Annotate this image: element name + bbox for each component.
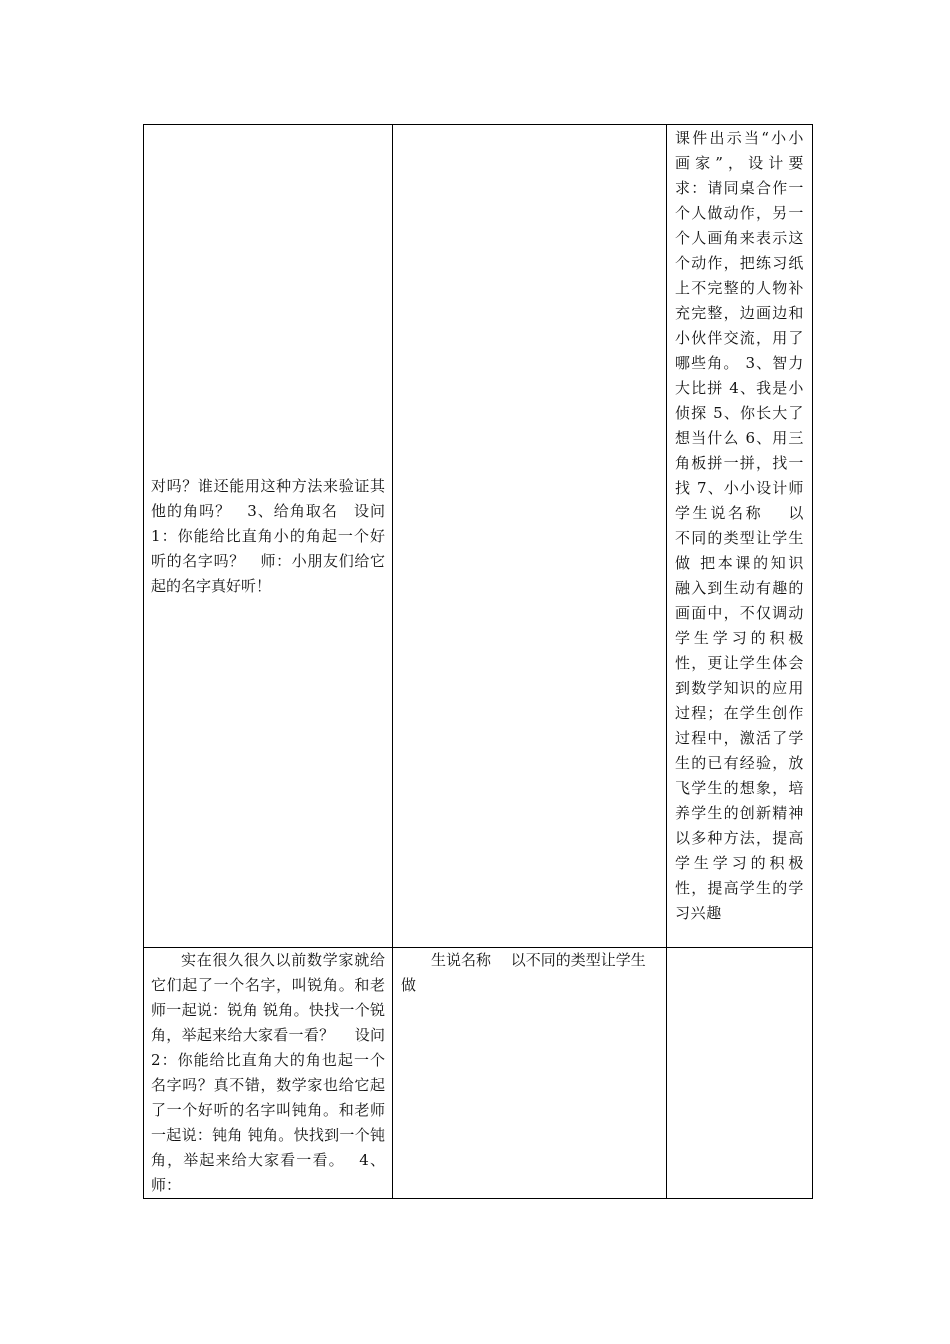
teacher-activity-cell — [144, 125, 393, 948]
student-activity-cell — [393, 948, 667, 1199]
student-activity-text: 生说名称 以不同的类型让学生做 — [401, 951, 646, 994]
table-row — [144, 948, 813, 1199]
teacher-activity-text: 实在很久很久以前数学家就给它们起了一个名字，叫锐角。和老师一起说：锐角 锐角。快找一个锐角，举起来给大家看一看？ 设问2：你能给比直角大的角也起一个名字吗？真不错，数学家也给它起了一个好听的名字叫钝角。和老师一起说：钝角 钝角。快找到一个钝角，举起来给大家看一看。 4、师： — [151, 951, 385, 1194]
design-intent-text: 课件出示当“小小画家”，设计要求：请同桌合作一个人做动作，另一个人画角来表示这个动作，把练习纸上不完整的人物补充完整，边画边和小伙伴交流，用了哪些角。 3、智力大比拼 4、我是小侦探 5、你长大了想当什么 6、用三角板拼一拼，找一找 7、小小设计师 学生说名称 以不同的类型让学生做 把本课的知识融入到生动有趣的画面中，不仅调动学生学习的积极性，更让学生体会到数学知识的应用过程；在学生创作过程中，激活了学生的已有经验，放飞学生的想象，培养学生的创新精神以多种方法，提高学生学习的积极性，提高学生的学习兴趣 — [675, 129, 825, 922]
student-activity-cell — [393, 125, 667, 948]
teacher-activity-cell — [144, 948, 393, 1199]
lesson-plan-table — [143, 124, 825, 1199]
table-row — [144, 125, 813, 948]
design-intent-cell — [667, 125, 825, 948]
design-intent-cell — [667, 948, 813, 1199]
teacher-activity-text: 对吗？谁还能用这种方法来验证其他的角吗？ 3、给角取名 设问1：你能给比直角小的角起一个好听的名字吗？ 师：小朋友们给它起的名字真好听！ — [151, 476, 385, 595]
